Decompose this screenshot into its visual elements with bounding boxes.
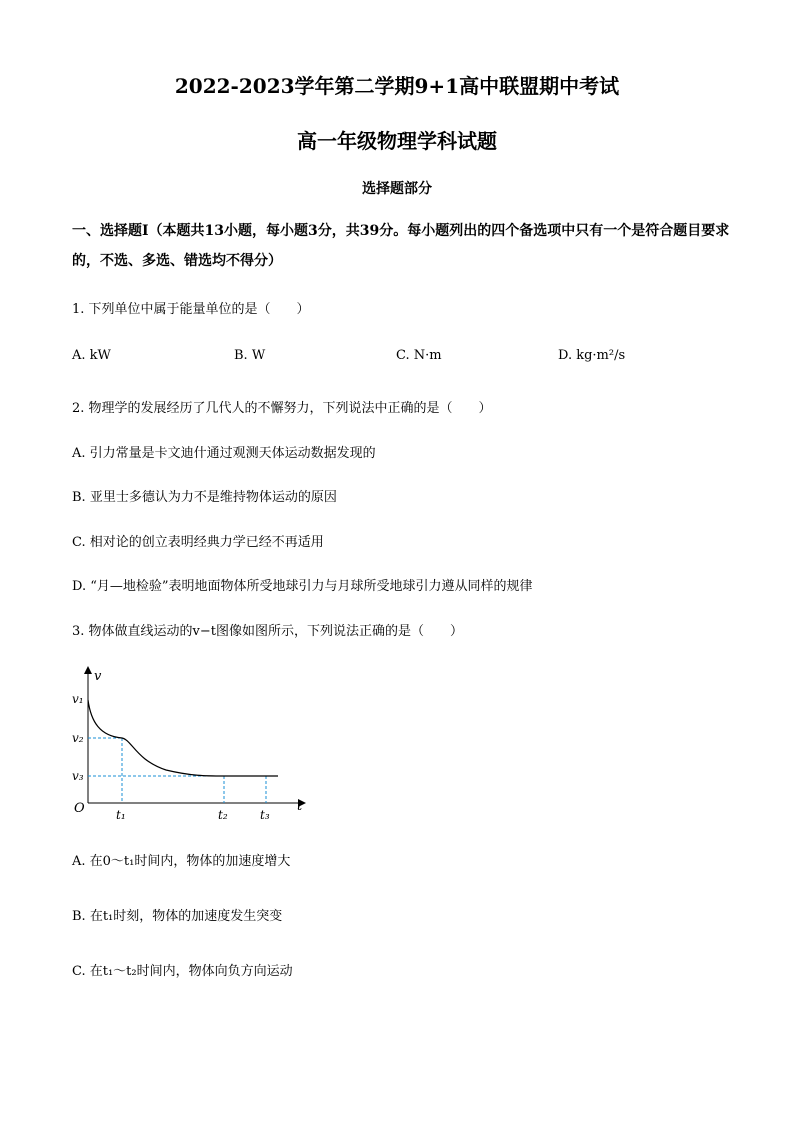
q1-option-d: D. kg·m²/s bbox=[558, 348, 626, 363]
section-instructions: 一、选择题Ⅰ（本题共13小题，每小题3分，共39分。每小题列出的四个备选项中只有一个是符合题目要求的，不选、多选、错选均不得分） bbox=[72, 223, 730, 269]
t1-label: t₁ bbox=[116, 808, 126, 820]
q2-option-d: D. “月—地检验”表明地面物体所受地球引力与月球所受地球引力遵从同样的规律 bbox=[72, 579, 533, 594]
v-axis-label: v bbox=[94, 669, 102, 684]
q3-option-b: B. 在t₁时刻，物体的加速度发生突变 bbox=[72, 909, 283, 924]
q2-stem: 2. 物理学的发展经历了几代人的不懈努力，下列说法中正确的是（ ） bbox=[72, 401, 492, 416]
q1-stem: 1. 下列单位中属于能量单位的是（ ） bbox=[72, 302, 310, 317]
subject-title: 高一年级物理学科试题 bbox=[297, 129, 497, 153]
t2-label: t₂ bbox=[218, 808, 228, 820]
q3-stem: 3. 物体做直线运动的v−t图像如图所示，下列说法正确的是（ ） bbox=[72, 624, 463, 639]
t-axis-label: t bbox=[297, 799, 303, 814]
q1-option-b: B. W bbox=[234, 348, 266, 363]
q2-option-c: C. 相对论的创立表明经典力学已经不再适用 bbox=[72, 535, 324, 550]
q3-option-a: A. 在0～t₁时间内，物体的加速度增大 bbox=[72, 854, 291, 869]
t3-label: t₃ bbox=[260, 808, 270, 820]
exam-title: 2022-2023学年第二学期9+1高中联盟期中考试 bbox=[174, 74, 620, 98]
v2-label: v₂ bbox=[72, 731, 84, 745]
vt-curve bbox=[88, 700, 278, 776]
origin-label: O bbox=[74, 801, 85, 816]
v1-label: v₁ bbox=[72, 692, 84, 706]
q1-option-a: A. kW bbox=[72, 348, 111, 363]
q2-option-a: A. 引力常量是卡文迪什通过观测天体运动数据发现的 bbox=[72, 446, 376, 461]
vt-graph bbox=[66, 660, 316, 820]
part-title: 选择题部分 bbox=[362, 181, 432, 197]
q2-option-b: B. 亚里士多德认为力不是维持物体运动的原因 bbox=[72, 490, 337, 505]
q3-option-c: C. 在t₁～t₂时间内，物体向负方向运动 bbox=[72, 964, 293, 979]
v3-label: v₃ bbox=[72, 769, 84, 783]
q1-option-c: C. N·m bbox=[396, 348, 442, 363]
